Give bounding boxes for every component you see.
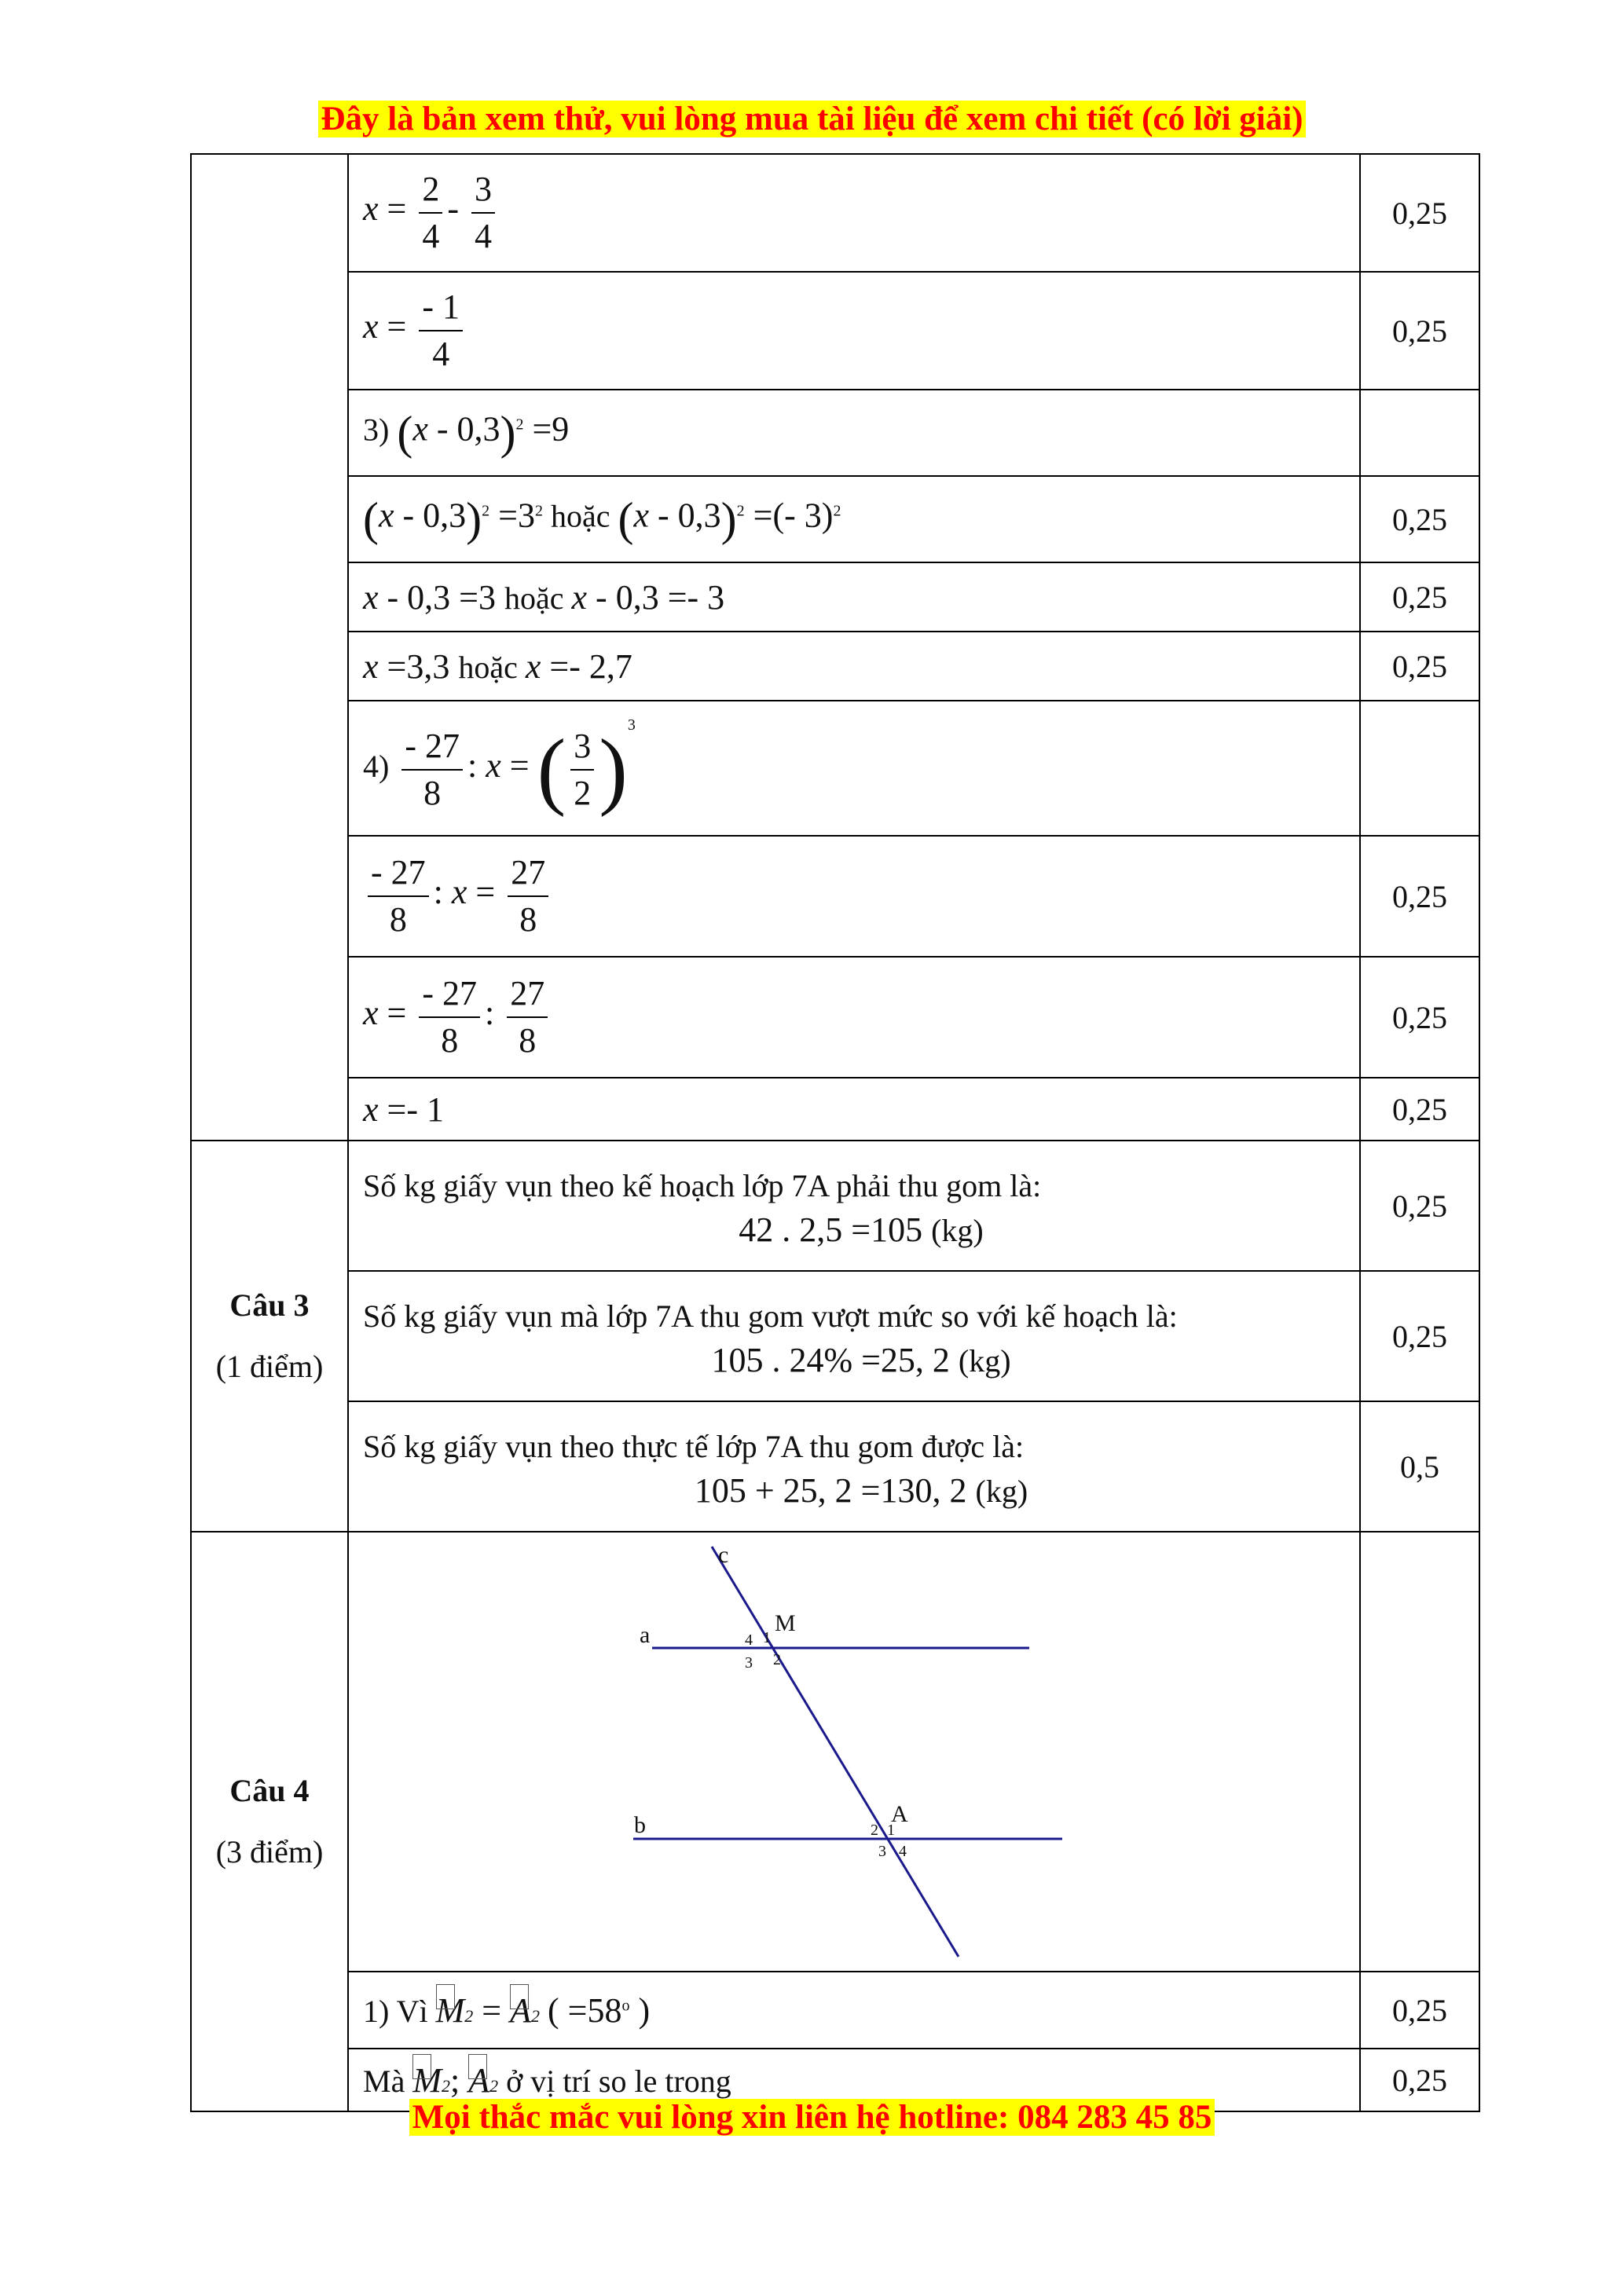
angle-A-3: 3 bbox=[878, 1843, 886, 1860]
cau3-step-actual: Số kg giấy vụn theo thực tế lớp 7A thu gom được là: 105 + 25, 2 =130, 2 (kg) bbox=[348, 1401, 1360, 1532]
score-cell: 0,25 bbox=[1360, 1972, 1479, 2049]
problem-4-statement: 4) $\frac{- 27}{8}$ : x = ( $\frac{3}{2}$ )$^3$ bbox=[348, 701, 1360, 836]
cau4-step-2: Mà M2; A2 ở vị trí so le trong bbox=[348, 2049, 1360, 2111]
score-cell: 0,25 bbox=[1360, 1141, 1479, 1271]
angle-A-4: 4 bbox=[899, 1843, 907, 1860]
angle-M-1: 1 bbox=[763, 1629, 771, 1646]
score-cell: 0,25 bbox=[1360, 632, 1479, 701]
cau4-label-cell bbox=[191, 1532, 348, 2111]
score-cell bbox=[1360, 701, 1479, 836]
label-c: c bbox=[718, 1542, 729, 1568]
score-cell: 0,25 bbox=[1360, 476, 1479, 562]
hotline-banner bbox=[0, 2096, 1624, 2140]
score-cell: 0,25 bbox=[1360, 957, 1479, 1078]
angle-A-1: 1 bbox=[887, 1822, 895, 1839]
score-cell: 0,25 bbox=[1360, 562, 1479, 632]
score-cell: 0,5 bbox=[1360, 1401, 1479, 1532]
cau4-points: (3 điểm) bbox=[215, 1834, 324, 1869]
cau3-label-cell bbox=[191, 1141, 348, 1532]
cau3-step-plan: Số kg giấy vụn theo kế hoạch lớp 7A phải thu gom là: 42 . 2,5 =105 (kg) bbox=[348, 1141, 1360, 1271]
score-cell bbox=[1360, 390, 1479, 476]
step-linear-cases: x - 0,3 =3 hoặc x - 0,3 =- 3 bbox=[348, 562, 1360, 632]
cau4-step-1: 1) Vì M2 = A2 ( $=58^o$ ) bbox=[348, 1972, 1360, 2049]
cau3-points: (1 điểm) bbox=[215, 1349, 324, 1384]
problem-4-label: 4) bbox=[363, 749, 390, 785]
solution-table bbox=[190, 153, 1480, 2112]
cau3-title: Câu 3 bbox=[229, 1287, 310, 1323]
step-x-equals-2-4-minus-3-4: x = $\frac{2}{4}$ - $\frac{3}{4}$ bbox=[348, 154, 1360, 272]
parallel-lines-figure bbox=[349, 1532, 1345, 1963]
step-square-cases: $(x - 0,3)^2 =3^2$ hoặc (x - 0,3)$^2$ =(- 3)$^2$ bbox=[348, 476, 1360, 562]
score-cell bbox=[1360, 1532, 1479, 1972]
score-cell: 0,25 bbox=[1360, 272, 1479, 390]
cau3-step-excess: Số kg giấy vụn mà lớp 7A thu gom vượt mức so với kế hoạch là: 105 . 24% =25, 2 (kg) bbox=[348, 1271, 1360, 1401]
score-cell: 0,25 bbox=[1360, 2049, 1479, 2111]
cau4-title: Câu 4 bbox=[229, 1773, 310, 1808]
problem-3-statement: 3) (x - 0,3)$^2$ =9 bbox=[348, 390, 1360, 476]
label-A: A bbox=[891, 1801, 908, 1827]
cau2-label-cell bbox=[191, 154, 348, 1141]
label-b: b bbox=[634, 1812, 646, 1838]
label-M: M bbox=[775, 1610, 796, 1636]
hotline-banner-text: Mọi thắc mắc vui lòng xin liên hệ hotline: 084 283 45 85 bbox=[409, 2099, 1215, 2136]
angle-M-4: 4 bbox=[745, 1631, 753, 1649]
score-cell: 0,25 bbox=[1360, 836, 1479, 957]
angle-M-3: 3 bbox=[745, 1654, 753, 1672]
step-cube-evaluated: $\frac{- 27}{8}$ : x = $\frac{27}{8}$ bbox=[348, 836, 1360, 957]
geometry-figure-cell bbox=[348, 1532, 1360, 1972]
score-cell: 0,25 bbox=[1360, 1078, 1479, 1141]
score-cell: 0,25 bbox=[1360, 154, 1479, 272]
step-x-division: x = $\frac{- 27}{8}$ : $\frac{27}{8}$ bbox=[348, 957, 1360, 1078]
score-cell: 0,25 bbox=[1360, 1271, 1479, 1401]
problem-3-label: 3) bbox=[363, 412, 390, 448]
angle-M-2: 2 bbox=[773, 1651, 781, 1668]
line-c bbox=[712, 1547, 959, 1957]
angle-A-2: 2 bbox=[871, 1822, 878, 1839]
step-x-equals-minus-1-4: x = $\frac{- 1}{4}$ bbox=[348, 272, 1360, 390]
step-solutions: x =3,3 hoặc x =- 2,7 bbox=[348, 632, 1360, 701]
preview-banner bbox=[0, 97, 1624, 141]
label-a: a bbox=[640, 1622, 651, 1648]
preview-banner-text: Đây là bản xem thử, vui lòng mua tài liệu để xem chi tiết (có lời giải) bbox=[318, 101, 1307, 137]
step-x-equals-minus-1: x =- 1 bbox=[348, 1078, 1360, 1141]
